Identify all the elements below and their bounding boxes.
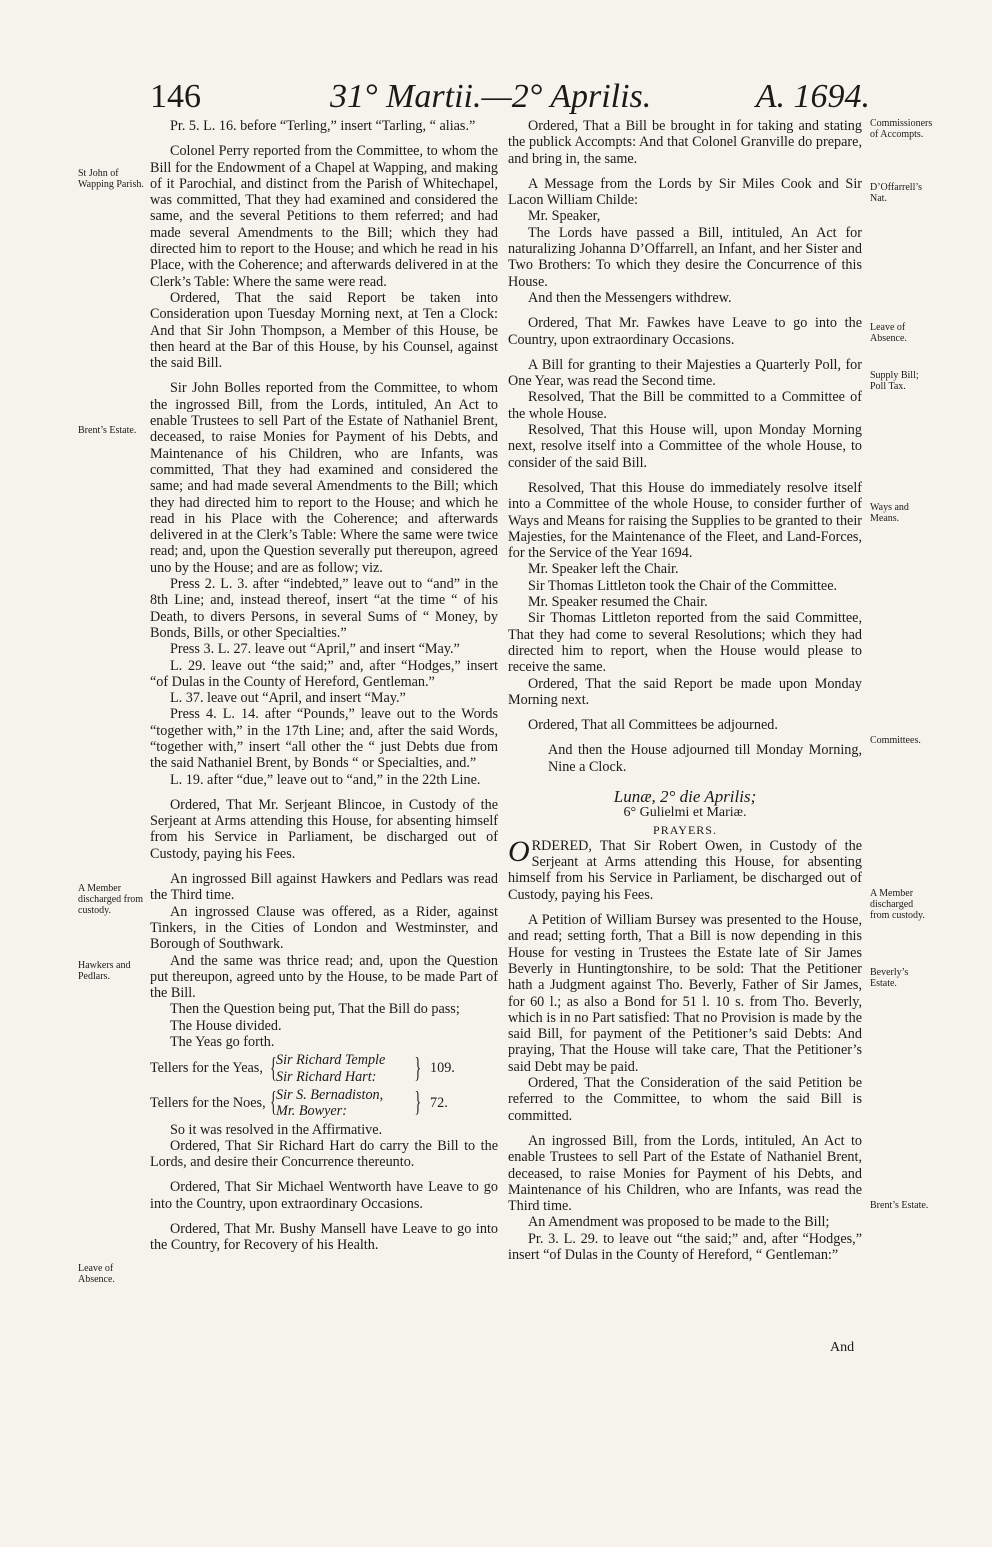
paragraph: Ordered, That Sir Michael Wentworth have Leave to go into the Country, upon extraordinary Occasions. [150,1179,498,1212]
teller-name: Mr. Bowyer: [276,1103,347,1120]
margin-note: St John of Wapping Parish. [78,168,144,190]
margin-note: A Member discharged from custody. [78,883,144,916]
paragraph: L. 19. after “due,” leave out to “and,” in the 22th Line. [170,771,481,788]
margin-note: A Member discharged from custody. [870,888,925,921]
margin-note: Hawkers and Pedlars. [78,960,131,982]
paragraph: Mr. Speaker resumed the Chair. [528,594,708,611]
paragraph: Ordered, That all Committees be adjourned. [528,717,778,734]
paragraph: The Yeas go forth. [170,1034,275,1051]
brace: { [270,1052,277,1084]
header-year: A. 1694. [755,78,870,115]
margin-note: Brent’s Estate. [870,1200,929,1211]
paragraph: Ordered, That Sir Richard Hart do carry the Bill to the Lords, and desire their Concurrence thereunto. [150,1137,498,1171]
paragraph: An ingrossed Bill, from the Lords, intituled, An Act to enable Trustees to sell Part of the Estate of Nathaniel Brent, deceased, to raise Monies for Payment of his Debts, and Maintenance of his Children, who are Infants, was read the Third time. [508,1132,862,1215]
margin-note: Commissioners of Accompts. [870,118,933,140]
paragraph: Mr. Speaker, [528,208,601,225]
paragraph: Press 3. L. 27. leave out “April,” and insert “May.” [170,641,460,658]
tellers-noes [150,1087,498,1120]
paragraph: Mr. Speaker left the Chair. [528,561,679,578]
paragraph: Ordered, That the said Report be made upon Monday Morning next. [508,675,862,708]
header-date: 31° Martii.—2° Aprilis. [330,78,652,115]
tellers-yeas [150,1052,498,1085]
margin-note: Supply Bill; Poll Tax. [870,370,919,392]
paragraph-text: RDERED, That Sir Robert Owen, in Custody of the Serjeant at Arms attending this House, for absenting himself from his Service in Parliament, be discharged out of Custody, paying his Fees. [508,837,862,903]
paragraph: And the same was thrice read; and, upon the Question put thereupon, agreed unto by the House, to be made Part of the Bill. [150,952,498,1002]
tellers-yeas-names [276,1052,394,1085]
teller-name: Sir Richard Temple [276,1052,386,1069]
paragraph: A Bill for granting to their Majesties a Quarterly Poll, for One Year, was read the Second time. [508,356,862,390]
paragraph: Press 2. L. 3. after “indebted,” leave out to “and” in the 8th Line; and, instead thereof, insert “at the time “ of his Death, to divers Persons, in several Sums of “ Money, by Bonds, Bills, or other Specialties.” [150,576,498,641]
prayers-heading: PRAYERS. [653,822,717,837]
paragraph: A Petition of William Bursey was presented to the House, and read; setting forth, That a Bill is now depending in this House for vesting in Trustees the Estate late of Sir James Beverly in Huntingtonshire, to be sold: That the Petitioner hath a Judgment against Tho. Beverly, Father of Sir James, for 60 l.; as also a Bond for 51 l. 10 s. from Tho. Beverly, which is in no Part satisfied: That no Provision is made by the said Bill, for payment of the Petitioner’s said Debts: And praying, That the House will take care, That the Petitioner’s said Debt may be paid. [508,912,862,1075]
sitting-date: Lunæ, 2° die Aprilis; [613,786,757,806]
paragraph: Ordered, That the said Report be taken into Consideration upon Tuesday Morning next, at Ten a Clock: And that Sir John Thompson, a Member of this House, be then heard at the Bar of this House, by his Counsel, against the said Bill. [150,289,498,372]
left-column [150,118,498,1254]
margin-note: Brent’s Estate. [78,425,137,436]
catchword: And [830,1340,855,1355]
tellers-yeas-label: Tellers for the Yeas, [150,1060,263,1077]
margin-note: Committees. [870,735,921,746]
paragraph: Resolved, That this House will, upon Monday Morning next, resolve itself into a Committee of the whole House, to consider of the said Bill. [508,422,862,471]
paragraph: Colonel Perry reported from the Committee, to whom the Bill for the Endowment of a Chapel at Wapping, and making of it Parochial, and distinct from the Parish of Whitechapel, was committed, That they had examined and considered the same, and the several Petitions to them referred; and had made several Amendments to the Bill; which they had directed him to report to the House; and which he read in his Place, with the Coherence; and afterwards delivered in at the Clerk’s Table: Where the same were read. [150,143,498,290]
margin-note: Leave of Absence. [870,322,907,344]
paragraph: Sir Thomas Littleton reported from the said Committee, That they had come to several Resolutions; which they had directed him to report, when the House would please to receive the same. [508,610,862,676]
paragraph: A Message from the Lords by Sir Miles Cook and Sir Lacon William Childe: [508,175,862,209]
dropcap: O [508,834,530,868]
paragraph: Resolved, That this House do immediately resolve itself into a Committee of the whole House, to consider further of Ways and Means for raising the Supplies to be granted to their Majesties, for the Maintenance of the Fleet, and Land-Forces, for the Service of the Year 1694. [508,479,862,562]
paragraph: L. 29. leave out “the said;” and, after “Hodges,” insert “of Dulas in the County of Hereford, Gentleman.” [150,657,498,690]
page-number: 146 [150,78,201,115]
paragraph: Pr. 3. L. 29. to leave out “the said;” and, after “Hodges,” insert “of Dulas in the County of Hereford, “ Gentleman:” [508,1230,862,1263]
paragraph: Pr. 5. L. 16. before “Terling,” insert “Tarling, “ alias.” [170,118,476,134]
paragraph: Sir John Bolles reported from the Committee, to whom the ingrossed Bill, from the Lords, intituled, An Act to enable Trustees to sell Part of the Estate of Nathaniel Brent, deceased, to raise Monies for Payment of his Debts, and Maintenance of his Children, who are Infants, was committed, That they had examined and considered the same; and had made several Amendments to the Bill; which they had directed him to report to the House; and which he read in his Place with the Coherence; and afterwards delivered in at the Clerk’s Table: Where the same were twice read; and, upon the Question severally put thereupon, agreed uno by the House; and are as follow; viz. [150,380,498,576]
tellers-noes-names [276,1087,394,1120]
paragraph [508,834,862,903]
paragraph: Sir Thomas Littleton took the Chair of the Committee. [528,577,838,594]
margin-note: Leave of Absence. [78,1263,115,1285]
margin-note: Beverly’s Estate. [870,967,909,989]
paragraph: Then the Question being put, That the Bill do pass; [170,1001,460,1018]
tellers-noes-label: Tellers for the Noes, [150,1095,266,1112]
right-column [508,118,862,1263]
paragraph: Ordered, That Mr. Fawkes have Leave to go into the Country, upon extraordinary Occasions. [508,315,862,348]
teller-name: Sir Richard Hart: [276,1068,377,1085]
margin-note: D’Offarrell’s Nat. [870,182,923,204]
paragraph: An ingrossed Bill against Hawkers and Pedlars was read the Third time. [150,871,498,904]
paragraph: And then the House adjourned till Monday Morning, Nine a Clock. [548,742,862,775]
paragraph: Ordered, That the Consideration of the said Petition be referred to the Committee, to whom the said Bill is committed. [508,1075,862,1124]
paragraph: L. 37. leave out “April, and insert “May.” [170,690,406,707]
tellers-yeas-count: 109. [430,1060,455,1077]
teller-name: Sir S. Bernadiston, [276,1086,384,1103]
paragraph: Ordered, That Mr. Serjeant Blincoe, in Custody of the Serjeant at Arms attending this House, for absenting himself from his Service in Parliament, be discharged out of Custody, paying his Fees. [150,796,498,862]
paragraph: And then the Messengers withdrew. [528,289,732,306]
paragraph: An ingrossed Clause was offered, as a Rider, against Tinkers, in the Cities of London and Westminster, and Borough of Southwark. [150,903,498,953]
paragraph: Press 4. L. 14. after “Pounds,” leave out to the Words “together with,” in the 17th Line; and, after the said Words, “together with,” insert “all other the “ just Debts due from the said Nathaniel Brent, by Bonds “ or Specialties, and.” [150,706,498,772]
paragraph: Ordered, That Mr. Bushy Mansell have Leave to go into the Country, for Recovery of his Health. [150,1221,498,1254]
regnal-year: 6° Gulielmi et Mariæ. [623,805,747,821]
tellers-noes-count: 72. [430,1095,448,1112]
paragraph: The Lords have passed a Bill, intituled, An Act for naturalizing Johanna D’Offarrell, an Infant, and her Sister and Two Brothers: To which they desire the Concurrence of this House. [508,224,862,290]
paragraph: The House divided. [170,1017,282,1034]
paragraph: Ordered, That a Bill be brought in for taking and stating the publick Accompts: And that Colonel Granville do prepare, and bring in, the same. [508,118,862,167]
page-header [150,78,870,118]
brace: } [414,1052,422,1084]
paragraph: An Amendment was proposed to be made to the Bill; [528,1214,830,1231]
brace: { [270,1087,277,1119]
brace: } [414,1087,422,1119]
paragraph: So it was resolved in the Affirmative. [170,1121,383,1138]
paragraph: Resolved, That the Bill be committed to a Committee of the whole House. [508,389,862,422]
margin-note: Ways and Means. [870,502,909,524]
